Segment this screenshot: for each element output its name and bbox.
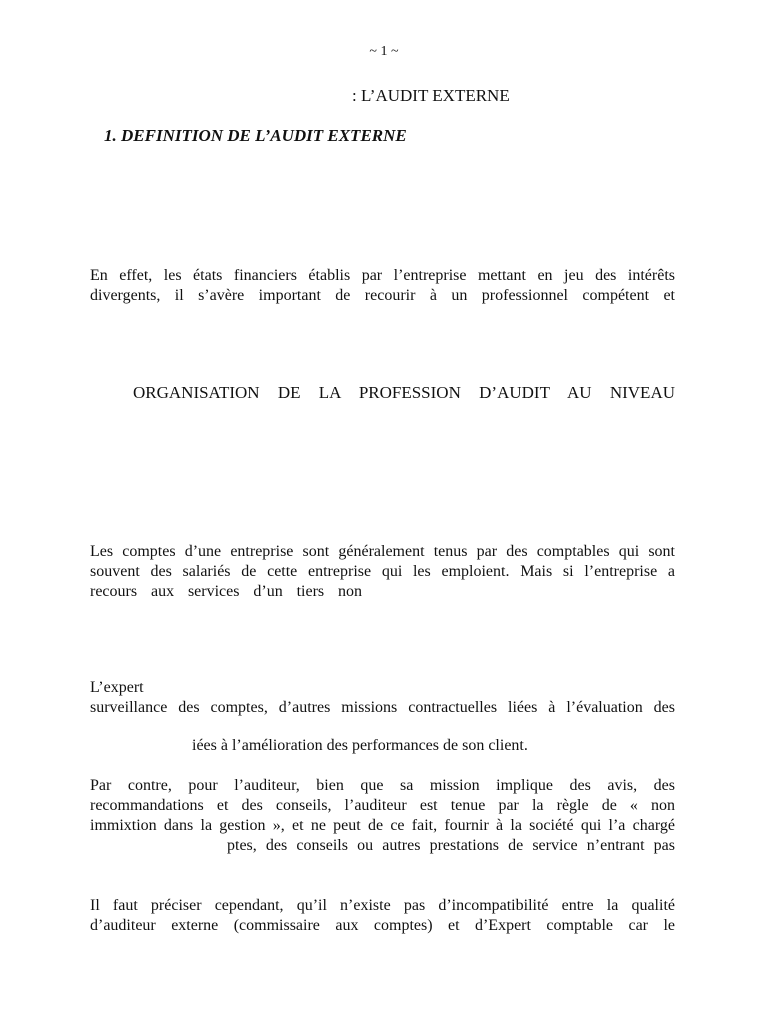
chapter-title: : L’AUDIT EXTERNE bbox=[352, 86, 510, 105]
paragraph-line: divergents, il s’avère important de recourir à un professionnel compétent et bbox=[90, 287, 675, 304]
paragraph-line: ptes, des conseils ou autres prestations de service n’entrant pas bbox=[227, 837, 675, 854]
subsection-title: ORGANISATION DE LA PROFESSION D’AUDIT AU NIVEAU bbox=[133, 383, 675, 402]
page-number: ~ 1 ~ bbox=[369, 44, 399, 59]
paragraph-line: recours aux services d’un tiers non bbox=[90, 583, 362, 600]
paragraph-line: d’auditeur externe (commissaire aux comptes) et d’Expert comptable car le bbox=[90, 917, 675, 934]
paragraph-line: Les comptes d’une entreprise sont généralement tenus par des comptables qui sont bbox=[90, 543, 675, 560]
section-title: 1. DEFINITION DE L’AUDIT EXTERNE bbox=[104, 126, 407, 145]
paragraph-line: Par contre, pour l’auditeur, bien que sa mission implique des avis, des bbox=[90, 777, 675, 794]
paragraph-line: recommandations et des conseils, l’auditeur est tenue par la règle de « non bbox=[90, 797, 675, 814]
paragraph-line: Il faut préciser cependant, qu’il n’existe pas d’incompatibilité entre la qualité bbox=[90, 897, 675, 914]
paragraph-line: surveillance des comptes, d’autres missions contractuelles liées à l’évaluation des bbox=[90, 699, 675, 716]
paragraph-line: souvent des salariés de cette entreprise qui les emploient. Mais si l’entreprise a bbox=[90, 563, 675, 580]
paragraph-line: immixtion dans la gestion », et ne peut de ce fait, fournir à la société qui l’a chargé bbox=[90, 817, 675, 834]
paragraph-line: L’expert bbox=[90, 679, 144, 696]
paragraph-line: En effet, les états financiers établis par l’entreprise mettant en jeu des intérêts bbox=[90, 267, 675, 284]
paragraph-line: iées à l’amélioration des performances de son client. bbox=[192, 737, 528, 754]
